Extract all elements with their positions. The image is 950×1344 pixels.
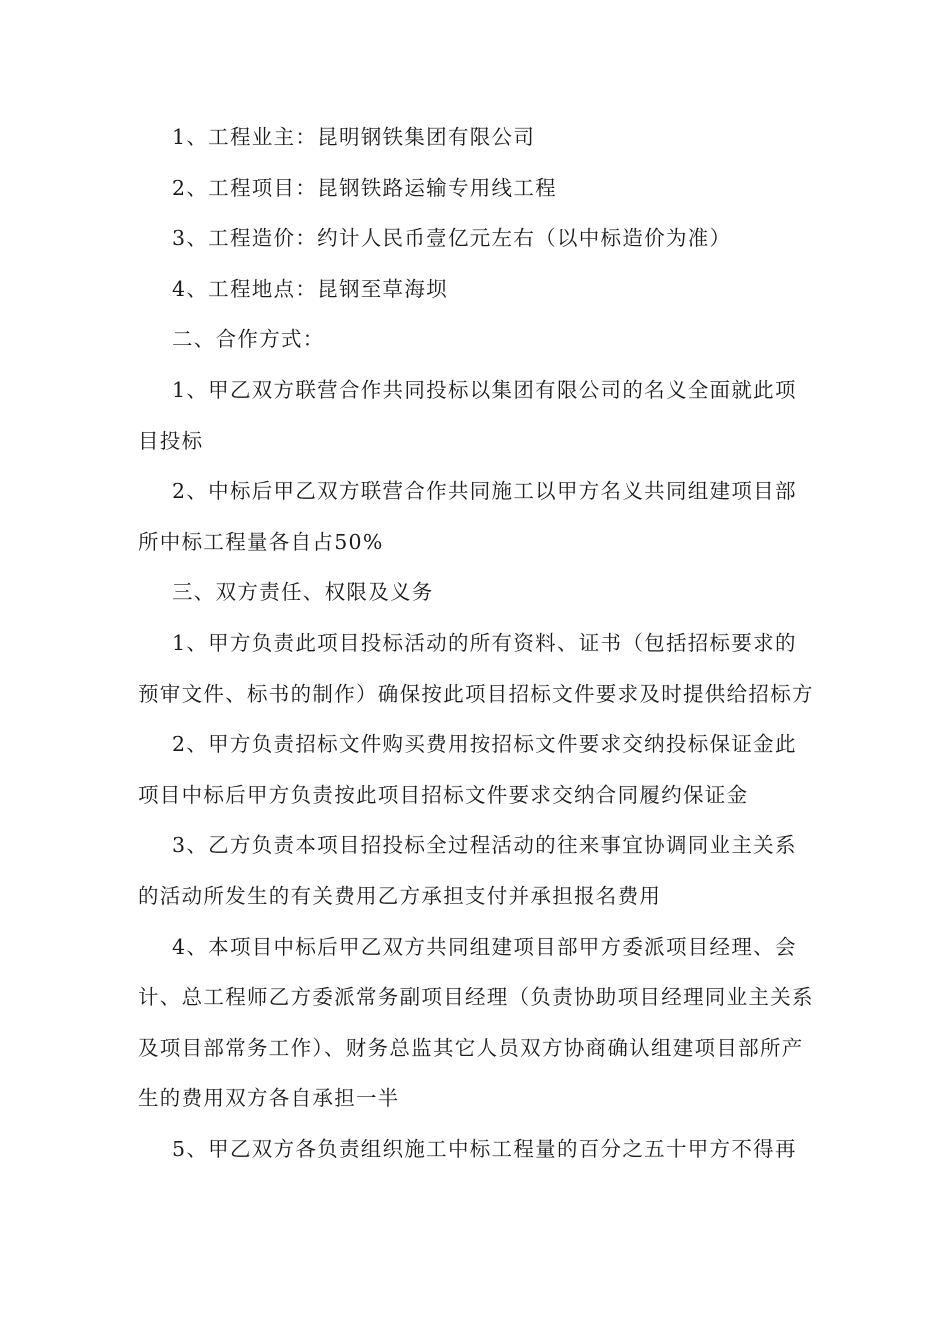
document-body [138, 112, 818, 1174]
section-heading-cooperation: 二、合作方式： [172, 327, 325, 352]
paragraph-project: 2、工程项目：昆钢铁路运输专用线工程 [172, 175, 557, 200]
paragraph-party-b-costs: 3、乙方负责本项目招投标全过程活动的往来事宜协调同业主关系的活动所发生的有关费用乙方承担支付并承担报名费用 [138, 833, 797, 908]
paragraph-joint-construction: 2、中标后甲乙双方联营合作共同施工以甲方名义共同组建项目部所中标工程量各自占50% [138, 479, 797, 554]
paragraph-cost: 3、工程造价：约计人民币壹亿元左右（以中标造价为准） [172, 226, 732, 251]
paragraph-location: 4、工程地点：昆钢至草海坝 [172, 276, 448, 301]
paragraph-project-department: 4、本项目中标后甲乙双方共同组建项目部甲方委派项目经理、会计、总工程师乙方委派常务副项目经理（负责协助项目经理同业主关系及项目部常务工作）、财务总监其它人员双方协商确认组建项目部所产生的费用双方各自承担一半 [138, 934, 814, 1111]
paragraph-joint-bid: 1、甲乙双方联营合作共同投标以集团有限公司的名义全面就此项目投标 [138, 377, 797, 453]
paragraph-party-a-documents: 1、甲方负责此项目投标活动的所有资料、证书（包括招标要求的预审文件、标书的制作）确保按此项目招标文件要求及时提供给招标方 [138, 630, 814, 706]
paragraph-construction-share: 5、甲乙双方各负责组织施工中标工程量的百分之五十甲方不得再 [172, 1136, 797, 1161]
paragraph-owner: 1、工程业主：昆明钢铁集团有限公司 [172, 125, 536, 149]
paragraph-party-a-fees: 2、甲方负责招标文件购买费用按招标文件要求交纳投标保证金此项目中标后甲方负责按此项目招标文件要求交纳合同履约保证金 [138, 732, 797, 807]
section-heading-responsibilities: 三、双方责任、权限及义务 [172, 580, 434, 605]
